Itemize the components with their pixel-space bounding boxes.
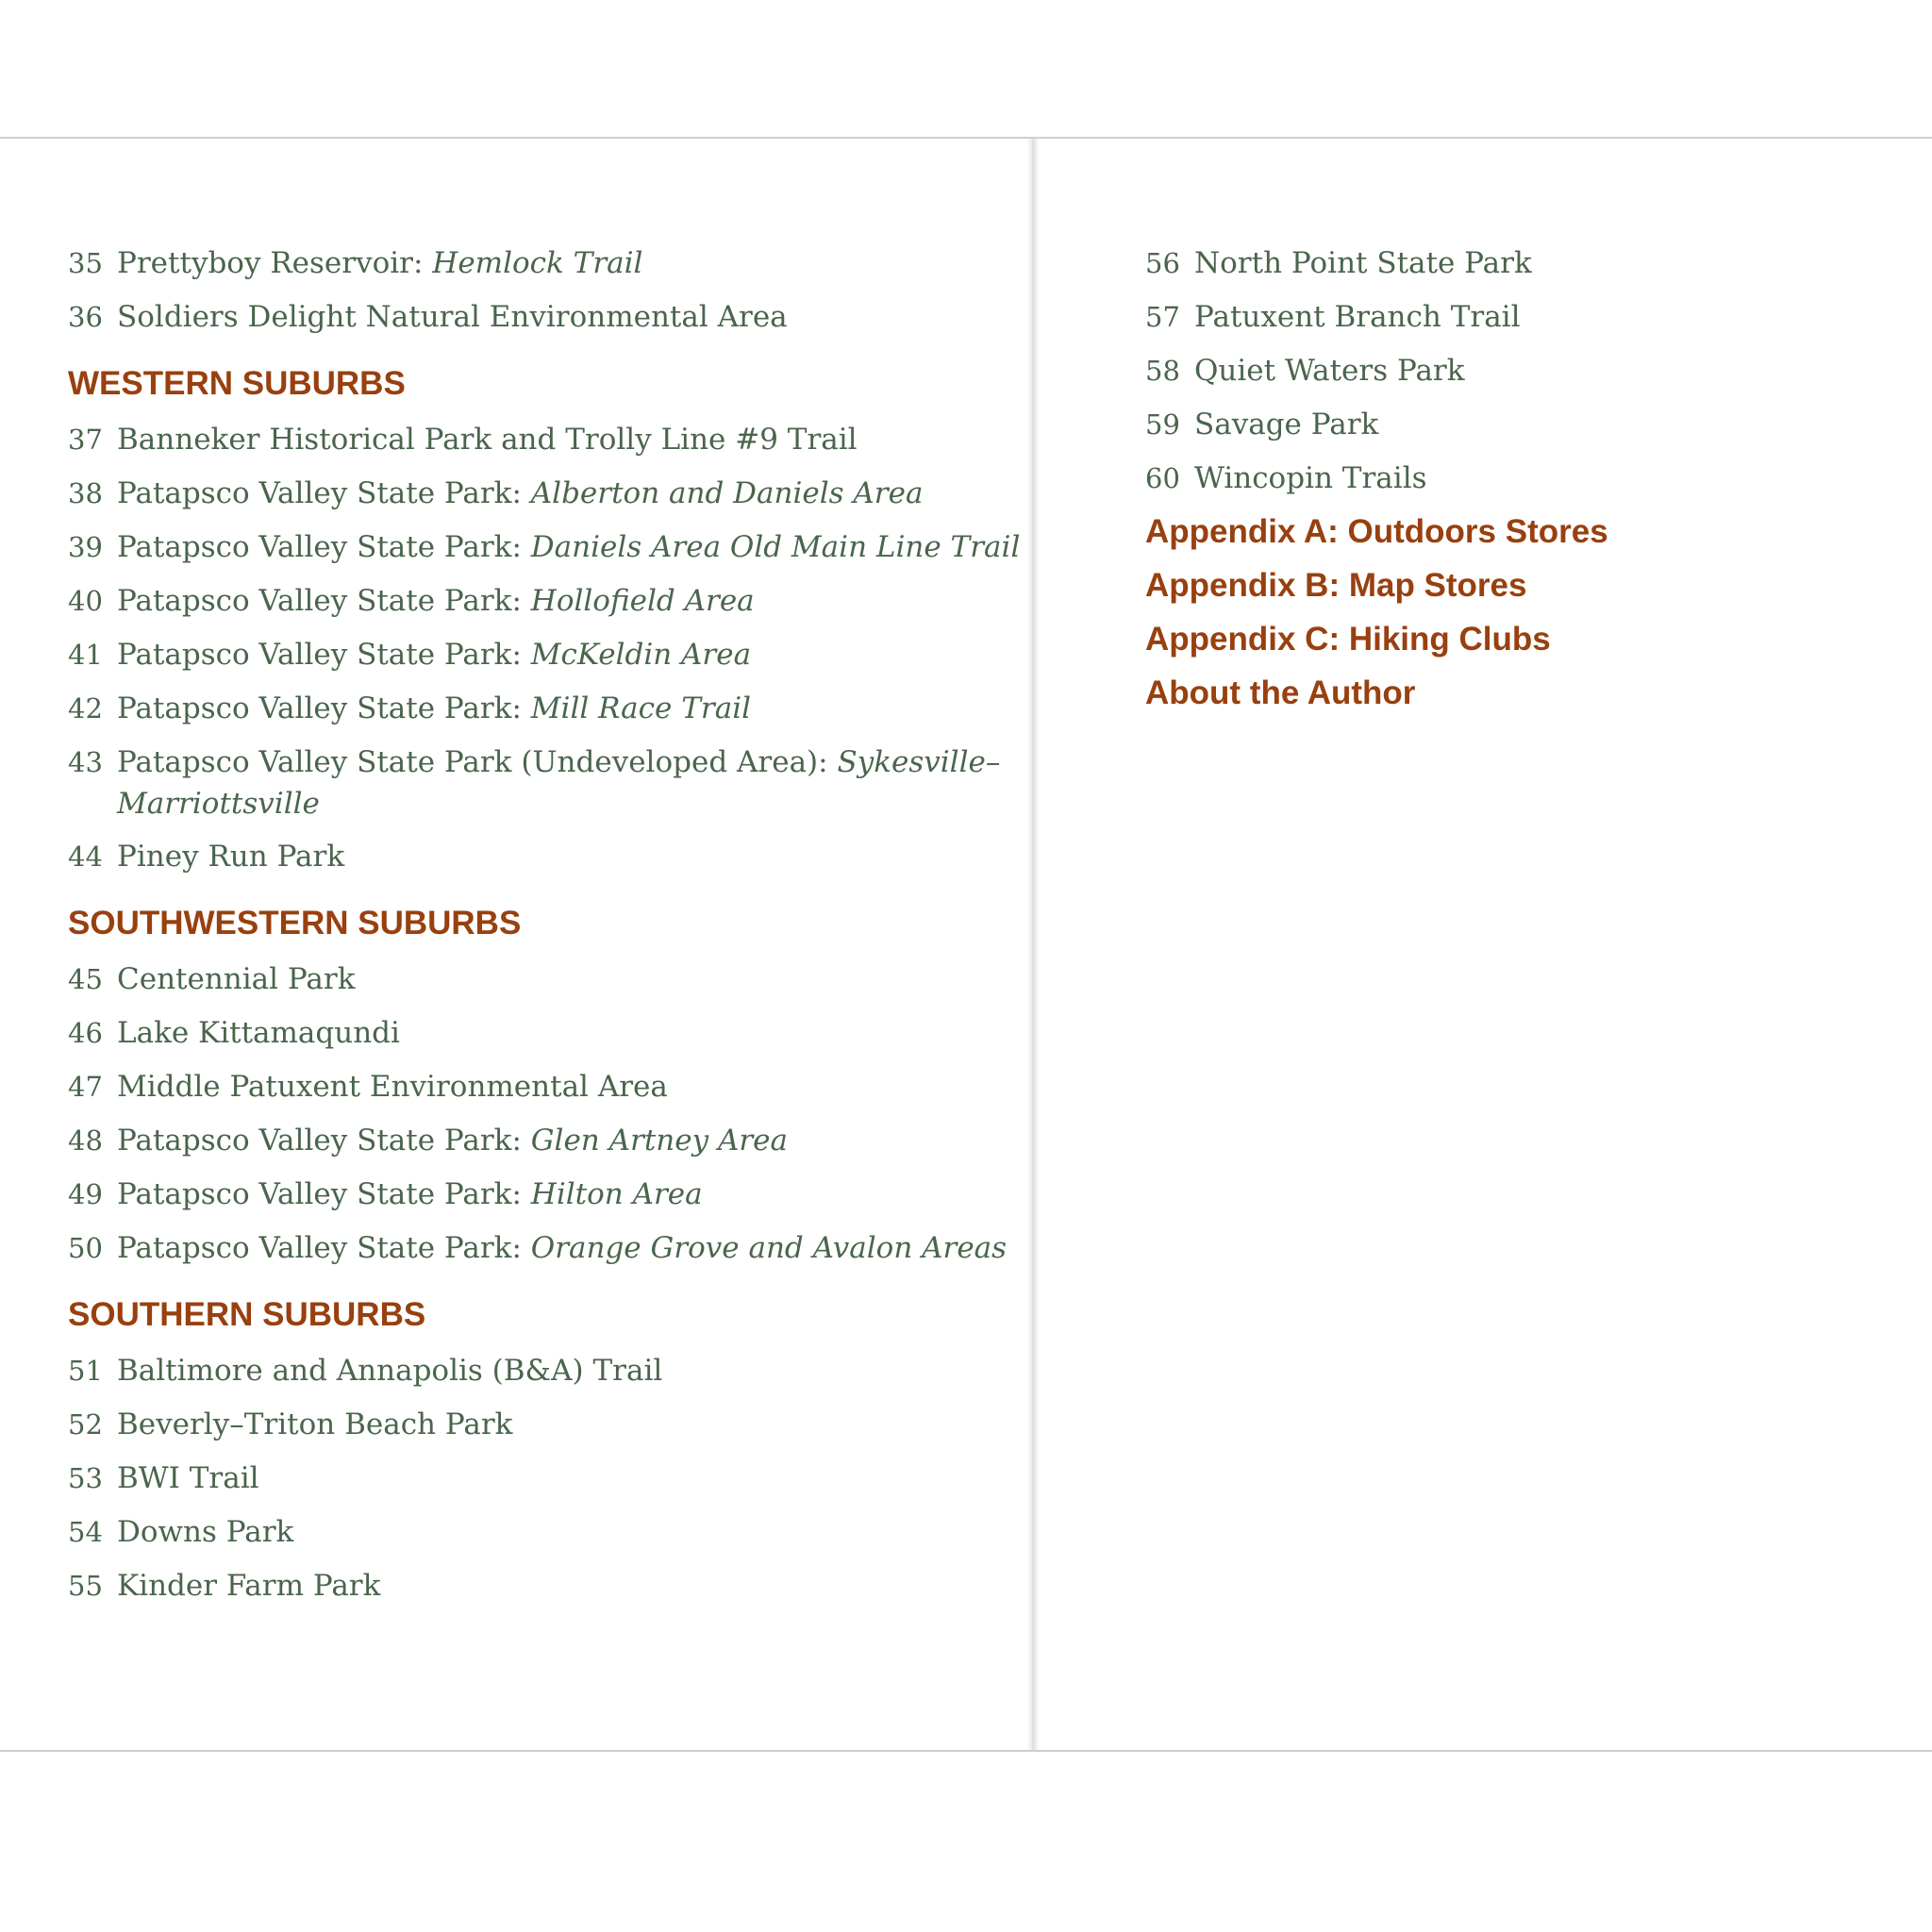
toc-entry-60[interactable] <box>1145 458 1900 511</box>
entry-title: Patuxent Branch Trail <box>1194 300 1521 334</box>
entry-text <box>117 580 1002 622</box>
toc-entry-49[interactable] <box>68 1174 1002 1227</box>
entry-title: Banneker Historical Park and Trolly Line #9 Trail <box>117 423 858 457</box>
entry-title: Patapsco Valley State Park: <box>117 1231 531 1265</box>
entry-text <box>117 1227 1007 1269</box>
toc-entry-59[interactable] <box>1145 404 1900 458</box>
entry-subtitle: McKeldin Area <box>530 638 752 672</box>
entry-text <box>117 958 1002 1000</box>
section-heading-western: WESTERN SUBURBS <box>68 365 406 402</box>
entry-number: 46 <box>68 1017 103 1049</box>
section-heading-southwestern: SOUTHWESTERN SUBURBS <box>68 905 522 941</box>
toc-entry-56[interactable] <box>1145 242 1900 296</box>
entry-title: Patapsco Valley State Park: <box>117 476 531 510</box>
entry-number: 48 <box>68 1124 103 1157</box>
entry-text <box>117 1350 1002 1391</box>
entry-number: 45 <box>68 963 103 995</box>
entry-title: Patapsco Valley State Park: <box>117 638 531 672</box>
entry-number: 51 <box>68 1355 103 1387</box>
toc-entry-41[interactable] <box>68 634 1002 688</box>
entry-title: Piney Run Park <box>117 840 345 874</box>
toc-entry-58[interactable] <box>1145 350 1900 404</box>
entry-text <box>117 473 1002 514</box>
entry-text <box>1194 296 1900 338</box>
toc-entry-40[interactable] <box>68 580 1002 634</box>
entry-number: 56 <box>1145 247 1180 279</box>
entry-title: Patapsco Valley State Park: <box>117 530 531 564</box>
toc-entry-42[interactable] <box>68 688 1002 741</box>
entry-number: 50 <box>68 1232 103 1264</box>
entry-title: North Point State Park <box>1194 246 1532 280</box>
toc-left <box>68 242 1021 1619</box>
about-author-link[interactable]: About the Author <box>1145 675 1416 711</box>
entry-title: Soldiers Delight Natural Environmental Area <box>117 300 788 334</box>
entry-text <box>117 1174 1002 1215</box>
toc-entry-36[interactable] <box>68 296 1002 350</box>
entry-text <box>117 741 1002 824</box>
toc-entry-51[interactable] <box>68 1350 1002 1404</box>
toc-entry-47[interactable] <box>68 1066 1002 1120</box>
entry-title: Baltimore and Annapolis (B&A) Trail <box>117 1354 663 1388</box>
entry-title: Patapsco Valley State Park (Undeveloped Area): <box>117 745 838 779</box>
entry-number: 41 <box>68 639 103 671</box>
entry-text <box>117 242 1002 284</box>
toc-right <box>1145 242 1900 726</box>
entry-title: Centennial Park <box>117 962 356 996</box>
entry-title: Middle Patuxent Environmental Area <box>117 1070 668 1104</box>
entry-number: 39 <box>68 531 103 563</box>
entry-text <box>117 1012 1002 1054</box>
toc-entry-50[interactable] <box>68 1227 1008 1281</box>
entry-title: Wincopin Trails <box>1194 461 1427 495</box>
toc-entry-37[interactable] <box>68 419 1002 473</box>
appendix-a-link[interactable]: Appendix A: Outdoors Stores <box>1145 513 1608 550</box>
toc-entry-57[interactable] <box>1145 296 1900 350</box>
entry-text <box>117 296 1002 338</box>
entry-text <box>1194 242 1900 284</box>
toc-entry-53[interactable] <box>68 1457 1002 1511</box>
entry-number: 59 <box>1145 408 1180 441</box>
toc-entry-46[interactable] <box>68 1012 1002 1066</box>
toc-entry-54[interactable] <box>68 1511 1002 1565</box>
entry-text <box>1194 458 1900 499</box>
entry-number: 54 <box>68 1516 103 1548</box>
entry-text <box>117 1511 1002 1553</box>
entry-number: 49 <box>68 1178 103 1210</box>
entry-number: 60 <box>1145 462 1180 494</box>
entry-title: BWI Trail <box>117 1461 259 1495</box>
entry-number: 47 <box>68 1071 103 1103</box>
entry-text <box>117 526 1020 568</box>
entry-number: 40 <box>68 585 103 617</box>
entry-title: Lake Kittamaqundi <box>117 1016 400 1050</box>
entry-text <box>117 1457 1002 1499</box>
entry-title: Patapsco Valley State Park: <box>117 1177 531 1211</box>
entry-number: 52 <box>68 1408 103 1441</box>
entry-text <box>117 688 1002 729</box>
entry-title: Downs Park <box>117 1515 294 1549</box>
entry-title: Patapsco Valley State Park: <box>117 691 531 725</box>
toc-entry-52[interactable] <box>68 1404 1002 1457</box>
entry-title: Beverly–Triton Beach Park <box>117 1407 513 1441</box>
entry-number: 38 <box>68 477 103 509</box>
entry-number: 37 <box>68 424 103 456</box>
entry-title: Patapsco Valley State Park: <box>117 584 531 618</box>
toc-entry-48[interactable] <box>68 1120 1002 1174</box>
entry-subtitle: Hollofield Area <box>530 584 755 618</box>
entry-subtitle: Mill Race Trail <box>530 691 752 725</box>
entry-number: 35 <box>68 247 103 279</box>
entry-number: 42 <box>68 692 103 724</box>
entry-subtitle: Orange Grove and Avalon Areas <box>530 1231 1008 1265</box>
entry-number: 36 <box>68 301 103 333</box>
entry-text <box>117 1120 1002 1161</box>
entry-text <box>117 836 1002 877</box>
toc-entry-35[interactable] <box>68 242 1002 296</box>
entry-subtitle: Daniels Area Old Main Line Trail <box>530 530 1021 564</box>
toc-entry-39[interactable] <box>68 526 1021 580</box>
entry-title: Prettyboy Reservoir: <box>117 246 433 280</box>
entry-text <box>117 634 1002 675</box>
entry-text <box>117 419 1002 460</box>
entry-text <box>117 1565 1002 1607</box>
entry-subtitle: Glen Artney Area <box>530 1124 788 1158</box>
entry-number: 58 <box>1145 355 1180 387</box>
entry-text <box>1194 350 1900 391</box>
entry-number: 57 <box>1145 301 1180 333</box>
appendix-b-link[interactable]: Appendix B: Map Stores <box>1145 567 1527 604</box>
section-heading-southern: SOUTHERN SUBURBS <box>68 1296 426 1333</box>
toc-entry-38[interactable] <box>68 473 1002 526</box>
entry-number: 53 <box>68 1462 103 1494</box>
toc-entry-45[interactable] <box>68 958 1002 1012</box>
book-spread <box>0 137 1932 1752</box>
toc-entry-55[interactable] <box>68 1565 1002 1619</box>
appendix-c-link[interactable]: Appendix C: Hiking Clubs <box>1145 621 1551 658</box>
toc-entry-44[interactable] <box>68 836 1002 890</box>
entry-title: Quiet Waters Park <box>1194 354 1465 388</box>
toc-entry-43[interactable] <box>68 741 1002 836</box>
entry-number: 43 <box>68 746 103 778</box>
entry-title: Patapsco Valley State Park: <box>117 1124 531 1158</box>
entry-title: Savage Park <box>1194 408 1379 441</box>
entry-subtitle: Sykesville–Marriottsville <box>117 745 1001 821</box>
entry-number: 44 <box>68 841 103 873</box>
entry-text <box>117 1066 1002 1108</box>
entry-text <box>1194 404 1900 445</box>
entry-subtitle: Hilton Area <box>530 1177 703 1211</box>
entry-text <box>117 1404 1002 1445</box>
entry-subtitle: Alberton and Daniels Area <box>530 476 924 510</box>
right-page <box>1032 139 1932 1750</box>
entry-number: 55 <box>68 1570 103 1602</box>
entry-title: Kinder Farm Park <box>117 1569 381 1603</box>
left-page <box>0 139 1032 1750</box>
entry-subtitle: Hemlock Trail <box>432 246 643 280</box>
